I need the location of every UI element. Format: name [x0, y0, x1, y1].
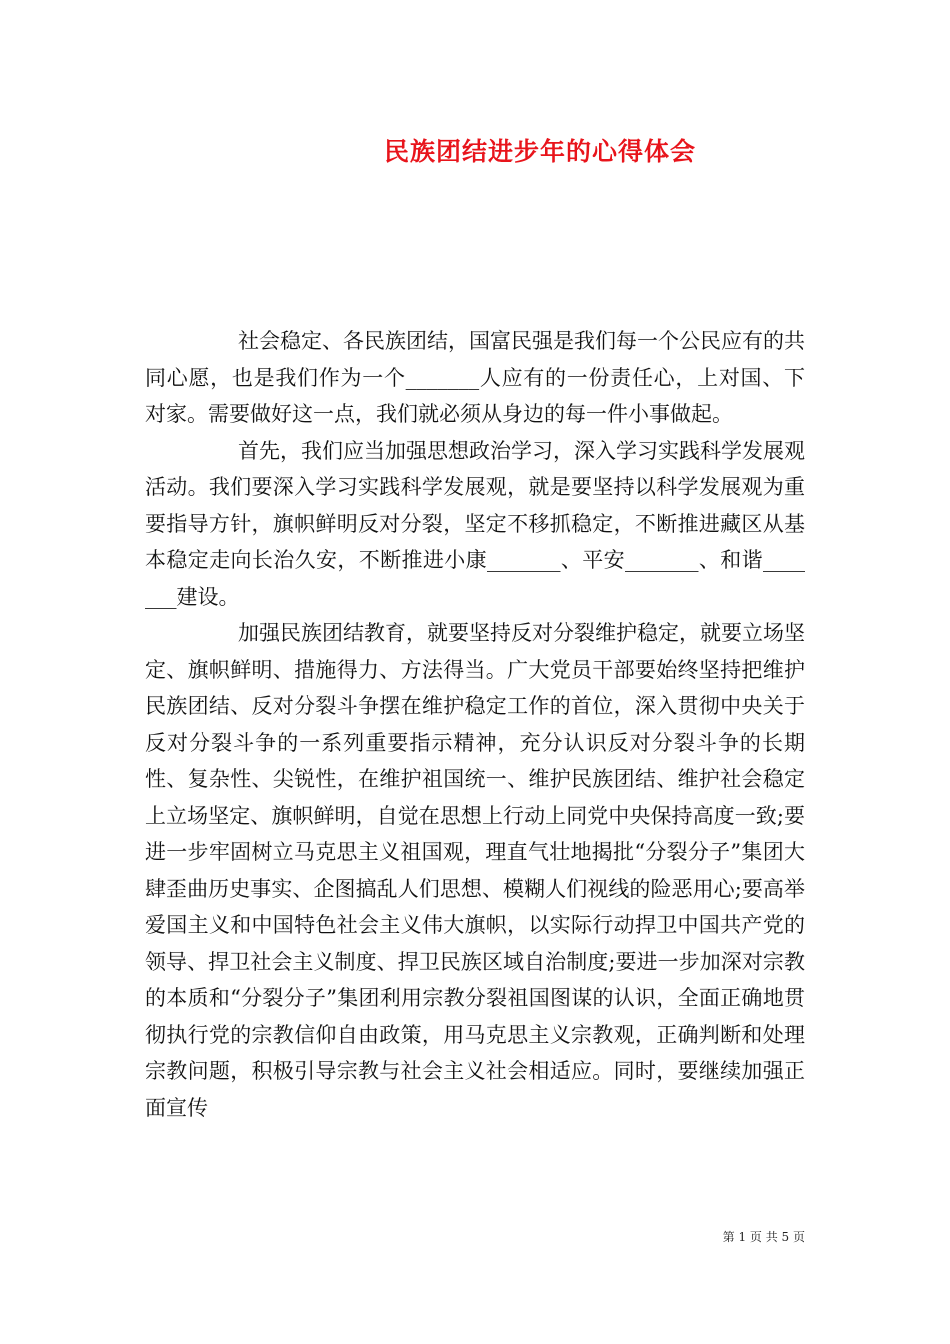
document-body	[145, 323, 805, 1126]
paragraph-text: 社会稳定、各民族团结，国富民强是我们每一个公民应有的共同心愿，也是我们作为一个_______人应有的一份责任心，上对国、下对家。需要做好这一点，我们就必须从身边的每一件小事做起。	[145, 329, 805, 426]
paragraph-text: 首先，我们应当加强思想政治学习，深入学习实践科学发展观活动。我们要深入学习实践科学发展观，就是要坚持以科学发展观为重要指导方针，旗帜鲜明反对分裂，坚定不移抓稳定，不断推进藏区从基本稳定走向长治久安，不断推进小康_______、平安_______、和谐_______建设。	[145, 438, 805, 609]
paragraph-1	[145, 323, 805, 433]
paragraph-2	[145, 433, 805, 616]
page-number-footer: 第 1 页 共 5 页	[722, 1230, 805, 1244]
paragraph-text: 加强民族团结教育，就要坚持反对分裂维护稳定，就要立场坚定、旗帜鲜明、措施得力、方法得当。广大党员干部要始终坚持把维护民族团结、反对分裂斗争摆在维护稳定工作的首位，深入贯彻中央关于反对分裂斗争的一系列重要指示精神，充分认识反对分裂斗争的长期性、复杂性、尖锐性，在维护祖国统一、维护民族团结、维护社会稳定上立场坚定、旗帜鲜明，自觉在思想上行动上同党中央保持高度一致;要进一步牢固树立马克思主义祖国观，理直气壮地揭批“分裂分子”集团大肆歪曲历史事实、企图搞乱人们思想、模糊人们视线的险恶用心;要高举爱国主义和中国特色社会主义伟大旗帜，以实际行动捍卫中国共产党的领导、捍卫社会主义制度、捍卫民族区域自治制度;要进一步加深对宗教的本质和“分裂分子”集团利用宗教分裂祖国图谋的认识，全面正确地贯彻执行党的宗教信仰自由政策，用马克思主义宗教观，正确判断和处理宗教问题，积极引导宗教与社会主义社会相适应。同时，要继续加强正面宣传	[145, 621, 805, 1120]
document-title: 民族团结进步年的心得体会	[383, 137, 696, 166]
paragraph-3	[145, 615, 805, 1126]
